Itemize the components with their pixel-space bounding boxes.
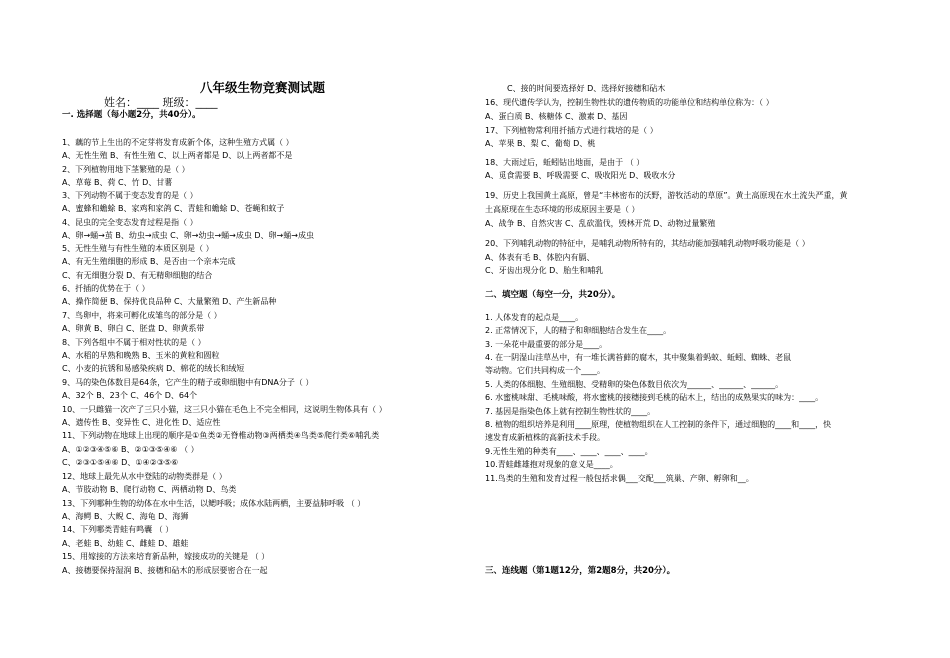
section-3-heading: 三、连线题（第1题12分，第2题8分，共20分）。 bbox=[485, 566, 676, 576]
option-line: A、32个 B、23个 C、46个 D、64个 bbox=[62, 391, 198, 400]
fill-line: 11.鸟类的生殖和发育过程一般包括求偶___交配___筑巢、产卵、孵卵和__。 bbox=[485, 474, 754, 483]
question-line: 1、藕的节上生出的不定芽将发育成新个体，这种生殖方式属（ ） bbox=[62, 138, 294, 147]
fill-line: 1. 人体发育的起点是____。 bbox=[485, 313, 584, 322]
option-line: A、节肢动物 B、爬行动物 C、两栖动物 D、鸟类 bbox=[62, 485, 237, 494]
option-line: A、老蛙 B、幼蛙 C、雌蛙 D、雄蛙 bbox=[62, 539, 189, 548]
question-line: 6、扦插的优势在于（ ） bbox=[62, 284, 150, 293]
question-line: 14、下列哪类青蛙有鸣囊 （ ） bbox=[62, 525, 174, 534]
question-line: 土高原现在生态环境的形成原因主要是（ ） bbox=[485, 205, 640, 214]
fill-line: 速发育成新植株的高新技术手段。 bbox=[485, 433, 605, 442]
option-line: A、水稻的早熟和晚熟 B、玉米的黄粒和圆粒 bbox=[62, 351, 220, 360]
option-line: A、体表有毛 B、体腔内有膈、 bbox=[485, 253, 595, 262]
fill-line: 5. 人类的体细胞、生殖细胞、受精卵的染色体数目依次为______、______、______。 bbox=[485, 380, 784, 389]
fill-line: 8. 植物的组织培养是利用____原理，使植物组织在人工控制的条件下，通过细胞的____和____，快 bbox=[485, 420, 832, 429]
question-line: 7、鸟卵中，将来可孵化成雏鸟的部分是（ ） bbox=[62, 311, 222, 320]
option-line: A、草莓 B、荷 C、竹 D、甘薯 bbox=[62, 178, 173, 187]
question-line: 3、下列动物不属于变态发育的是（ ） bbox=[62, 191, 198, 200]
fill-line: 等动物。它们共同构成一个____。 bbox=[485, 366, 605, 375]
section-1-heading: 一. 选择题（每小题2分，共40分）。 bbox=[62, 110, 201, 120]
option-line: A、遗传性 B、变异性 C、进化性 D、适应性 bbox=[62, 418, 221, 427]
name-class-line: 姓名：____ 班级：____ bbox=[104, 96, 218, 109]
option-line: A、无性生殖 B、有性生殖 C、以上两者都是 D、以上两者都不是 bbox=[62, 151, 293, 160]
question-line: 19、历史上我国黄土高原，曾是“丰林密布的沃野，游牧活动的草原”。黄土高原现在水土流失严重，黄 bbox=[485, 191, 848, 200]
question-line: 17、下列植物常利用扦插方式进行栽培的是（ ） bbox=[485, 126, 658, 135]
option-line: A、有无生殖细胞的形成 B、是否由一个亲本完成 bbox=[62, 257, 236, 266]
option-line: A、战争 B、自然灾害 C、乱砍滥伐，毁林开荒 D、动物过量繁殖 bbox=[485, 219, 716, 228]
option-line: A、接穗要保持湿润 B、接穗和砧木的形成层要密合在一起 bbox=[62, 566, 268, 575]
question-line: 12、地球上最先从水中登陆的动物类群是（ ） bbox=[62, 472, 227, 481]
question-line: 5、无性生殖与有性生殖的本质区别是（ ） bbox=[62, 244, 214, 253]
question-line: 13、下列哪种生物的幼体在水中生活，以鳃呼吸；成体水陆两栖，主要益肺呼吸 （ ） bbox=[62, 499, 366, 508]
fill-line: 7. 基因是指染色体上就有控制生物性状的____。 bbox=[485, 407, 656, 416]
question-line: 9、马的染色体数目是64条，它产生的精子或卵细胞中有DNA分子（ ） bbox=[62, 378, 314, 387]
option-line: A、蛋白质 B、核糖体 C、激素 D、基因 bbox=[485, 112, 628, 121]
option-line: A、卵→蛹→茧 B、幼虫→成虫 C、卵→幼虫→蛹→成虫 D、卵→蛹→成虫 bbox=[62, 231, 314, 240]
option-line: A、觅食需要 B、呼吸需要 C、吸收阳光 D、吸收水分 bbox=[485, 171, 676, 180]
option-line: C、小麦的抗锈和易感染疾病 D、棉花的绒长和绒短 bbox=[62, 364, 245, 373]
question-line: 18、大雨过后，蚯蚓钻出地面，是由于 （ ） bbox=[485, 158, 645, 167]
fill-line: 9.无性生殖的种类有____、____、____、____。 bbox=[485, 447, 653, 456]
question-line: 8、下列各组中不属于相对性状的是（ ） bbox=[62, 338, 206, 347]
question-line: 15、用嫁接的方法来培育新品种，嫁接成功的关键是 （ ） bbox=[62, 552, 270, 561]
option-line: C、②③①⑤④⑥ D、①④②③⑤⑥ bbox=[62, 458, 179, 467]
question-line: 11、下列动物在地球上出现的顺序是①鱼类②无脊椎动物③两栖类④鸟类⑤爬行类⑥哺乳类 bbox=[62, 431, 380, 440]
fill-line: 2. 正常情况下，人的精子和卵细胞结合发生在____。 bbox=[485, 326, 672, 335]
question-line: 10、一只雌猫一次产了三只小猫，这三只小猫在毛色上不完全相同，这说明生物体具有（ ） bbox=[62, 405, 387, 414]
option-line: A、操作简便 B、保持优良品种 C、大量繁殖 D、产生新品种 bbox=[62, 297, 277, 306]
fill-line: 4. 在一阴湿山洼草丛中，有一堆长满苔藓的腐木，其中聚集着蚂蚁、蚯蚓、蜘蛛、老鼠 bbox=[485, 353, 792, 362]
option-line: A、海鳄 B、大鲵 C、海龟 D、海狮 bbox=[62, 512, 189, 521]
option-line: A、苹果 B、梨 C、葡萄 D、桃 bbox=[485, 139, 596, 148]
question-line: 20、下列哺乳动物的特征中，是哺乳动物所特有的，其结动能加强哺乳动物呼吸功能是（ ） bbox=[485, 239, 810, 248]
option-line: A、①②③④⑤⑥ B、②①③⑤④⑥ （ ） bbox=[62, 445, 199, 454]
fill-line: 6. 水蜜桃味甜、毛桃味酸，将水蜜桃的接穗接到毛桃的砧木上，结出的成熟果实的味为：____。 bbox=[485, 393, 824, 402]
question-line: 4、昆虫的完全变态发育过程是指（ ） bbox=[62, 218, 198, 227]
section-2-heading: 二、填空题（每空一分，共20分）。 bbox=[485, 290, 621, 300]
question-line: 16、现代遗传学认为，控制生物性状的遗传物质的功能单位和结构单位称为：（ ） bbox=[485, 98, 774, 107]
option-line: A、卵黄 B、卵白 C、胚盘 D、卵黄系带 bbox=[62, 324, 205, 333]
option-line: A、蜜蜂和蟾蜍 B、家鸡和家鸽 C、青蛙和蟾蜍 D、苍蝇和蚊子 bbox=[62, 204, 285, 213]
option-line: C、牙齿出现分化 D、胎生和哺乳 bbox=[485, 266, 604, 275]
fill-line: 10.青蛙雌雄抱对现象的意义是____。 bbox=[485, 460, 618, 469]
page-title: 八年级生物竞赛测试题 bbox=[200, 80, 326, 95]
fill-line: 3. 一朵花中最重要的部分是____。 bbox=[485, 340, 608, 349]
option-line: C、接的时间要选择好 D、选择好接穗和砧木 bbox=[507, 84, 666, 93]
question-line: 2、下列植物用地下茎繁殖的是（ ） bbox=[62, 165, 190, 174]
option-line: C、有无细胞分裂 D、有无精卵细胞的结合 bbox=[62, 271, 213, 280]
